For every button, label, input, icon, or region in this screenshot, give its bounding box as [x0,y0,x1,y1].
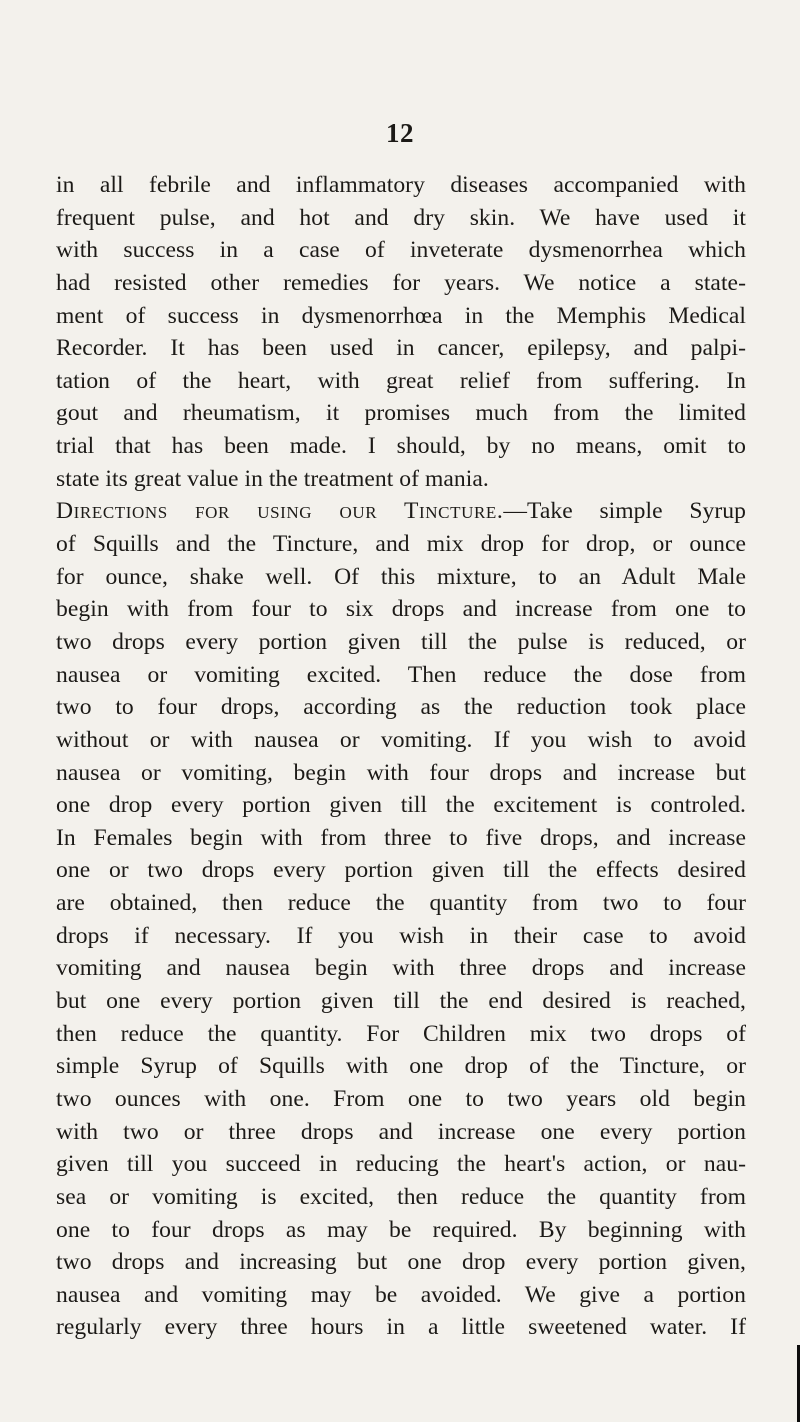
text-line: two ounces with one. From one to two years old begin [56,1085,746,1112]
text-line: then reduce the quantity. For Children mix two drops of [56,1020,746,1047]
text-line: had resisted other remedies for years. We notice a state- [56,269,746,296]
directions-first-line [56,495,746,528]
text-line: are obtained, then reduce the quantity from two to four [56,890,746,917]
text-line: of Squills and the Tincture, and mix drop for drop, or ounce [56,531,746,558]
text-line: tation of the heart, with great relief from suffering. In [56,367,746,394]
text-line: ment of success in dysmenorrhœa in the Memphis Medical [56,302,746,329]
text-line: with success in a case of inveterate dysmenorrhea which [56,237,746,264]
text-line: two drops every portion given till the pulse is reduced, or [56,628,746,655]
text-line: for ounce, shake well. Of this mixture, to an Adult Male [56,563,746,590]
text-line: drops if necessary. If you wish in their case to avoid [56,922,746,949]
text-line: in all febrile and inflammatory diseases accompanied with [56,172,746,198]
text-line: trial that has been made. I should, by no means, omit to [56,433,746,460]
text-line: nausea or vomiting, begin with four drops and increase but [56,759,746,786]
text-line: one to four drops as may be required. By beginning with [56,1216,746,1243]
text-line: sea or vomiting is excited, then reduce the quantity from [56,1183,746,1210]
text-line: with two or three drops and increase one every portion [56,1118,746,1145]
text-line: nausea or vomiting excited. Then reduce the dose from [56,661,746,688]
text-line: vomiting and nausea begin with three drops and increase [56,955,746,982]
text-line: In Females begin with from three to five drops, and increase [56,824,746,851]
text-line: one or two drops every portion given till the effects desired [56,857,746,884]
text-line: state its great value in the treatment of mania. [56,465,489,492]
directions-heading: Directions for using our Tincture. [56,498,504,525]
text-line: two to four drops, according as the reduction took place [56,694,746,721]
text-line: frequent pulse, and hot and dry skin. We have used it [56,204,746,231]
text-line: Recorder. It has been used in cancer, epilepsy, and palpi- [56,335,746,362]
text-line: nausea and vomiting may be avoided. We give a portion [56,1281,746,1308]
text-line: simple Syrup of Squills with one drop of the Tincture, or [56,1053,746,1080]
text-line: regularly every three hours in a little sweetened water. If [56,1314,746,1341]
page-number: 12 [386,118,414,148]
directions-first-line-rest: —Take simple Syrup [503,498,747,525]
text-line: begin with from four to six drops and increase from one to [56,596,746,623]
text-line: given till you succeed in reducing the heart's action, or nau- [56,1151,746,1178]
text-line: two drops and increasing but one drop every portion given, [56,1249,746,1276]
text-line: one drop every portion given till the excitement is controled. [56,792,746,819]
text-line: but one every portion given till the end desired is reached, [56,988,746,1015]
body-text [56,169,746,1344]
text-line: gout and rheumatism, it promises much from the limited [56,400,746,427]
text-line: without or with nausea or vomiting. If you wish to avoid [56,726,746,753]
